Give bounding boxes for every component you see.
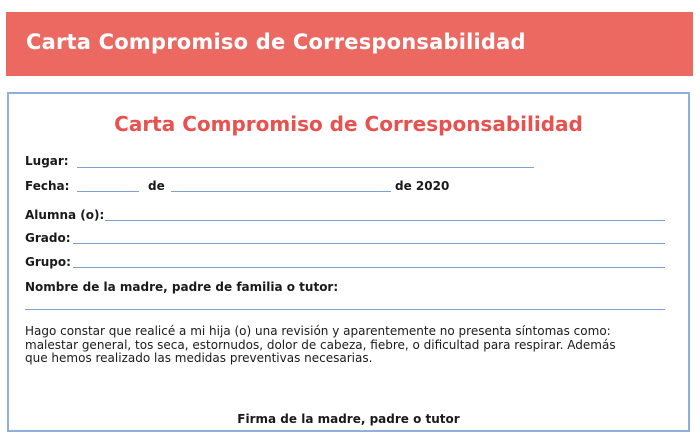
statement-line: malestar general, tos seca, estornudos, dolor de cabeza, fiebre, o dificultad para respirar. Además [25,337,616,352]
form-title: Carta Compromiso de Corresponsabilidad [114,112,583,136]
lugar-field[interactable] [77,167,534,168]
statement-paragraph [25,325,675,366]
signature-label: Firma de la madre, padre o tutor [237,412,460,426]
statement-line: Hago constar que realicé a mi hija (o) una revisión y aparentemente no presenta síntomas como: [25,324,611,338]
grupo-label: Grupo: [25,255,71,269]
alumna-field[interactable] [105,220,665,221]
fecha-year-label: de 2020 [395,179,450,193]
tutor-name-field[interactable] [25,309,665,310]
grado-label: Grado: [25,231,71,245]
fecha-label: Fecha: [25,179,70,193]
grupo-field[interactable] [73,267,665,268]
tutor-name-label: Nombre de la madre, padre de familia o tutor: [25,280,339,294]
alumna-label: Alumna (o): [25,208,105,222]
grado-field[interactable] [73,243,665,244]
fecha-de-label: de [148,179,165,193]
commitment-form-card [7,92,690,432]
banner-title: Carta Compromiso de Corresponsabilidad [26,30,526,54]
statement-line: que hemos realizado las medidas preventivas necesarias. [25,351,373,365]
header-banner [6,12,693,76]
fecha-day-field[interactable] [77,191,139,192]
lugar-label: Lugar: [25,154,69,168]
fecha-month-field[interactable] [171,191,391,192]
